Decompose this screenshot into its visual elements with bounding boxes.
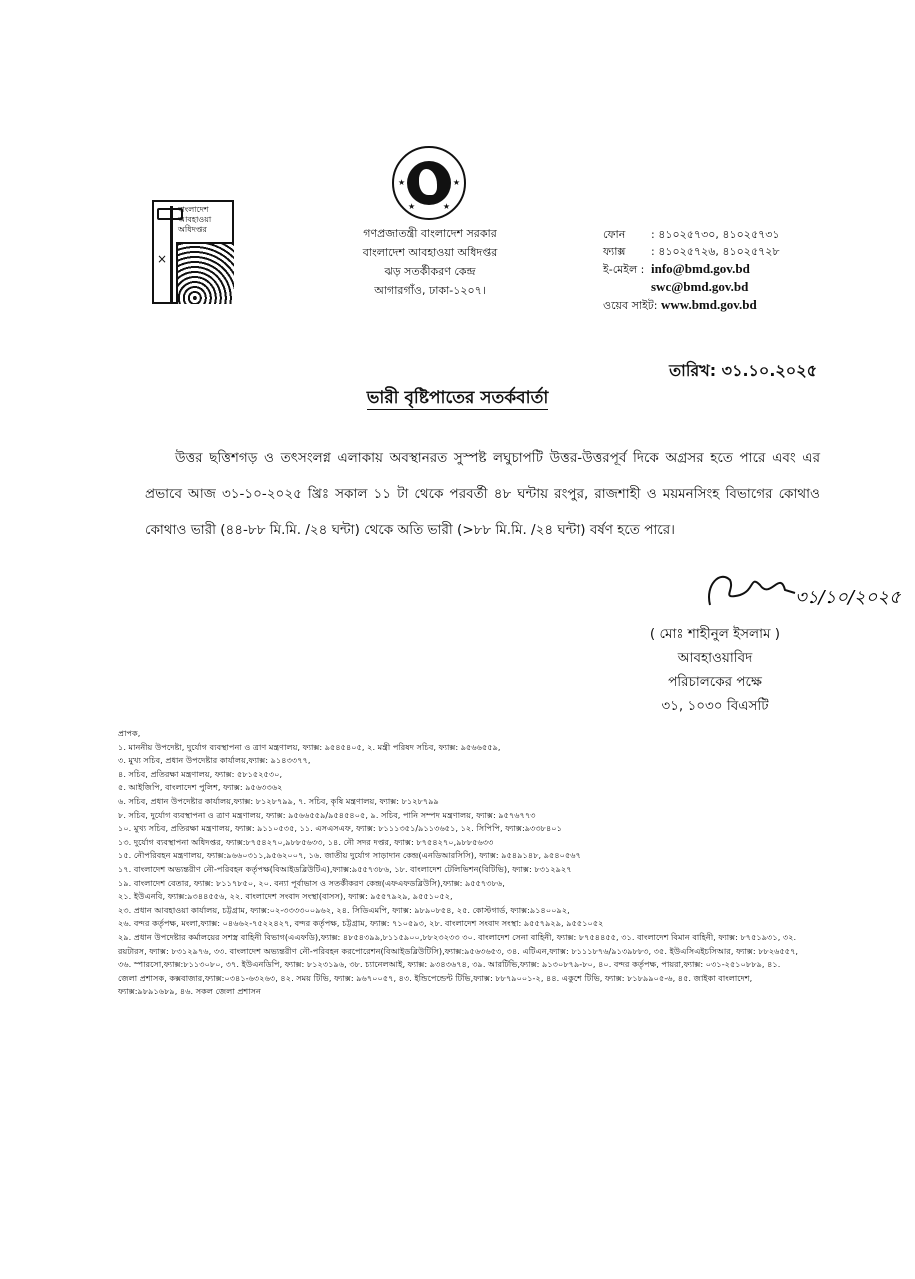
recipient-line: ২১. ইউএনবি, ফ্যাক্স:৯৩৪৪৫৫৬, ২২. বাংলাদেশ সংবাদ সংস্থা(বাসস), ফ্যাক্স: ৯৫৫৭৯২৯, ৯৫৫১০৫২, [118,891,453,902]
org-header [310,224,550,300]
government-seal [392,146,466,220]
handwritten-signature [700,565,901,615]
logo-pole [170,206,173,302]
recipient-line: ৫. আইজিপি, বাংলাদেশ পুলিশ, ফ্যাক্স: ৯৫৬৩৩৬২ [118,782,283,793]
star-icon: ★ [452,178,460,187]
website-row [603,296,780,314]
phone-value: : ৪১০২৫৭৩০, ৪১০২৫৭৩১ [651,228,780,241]
email-row [603,260,780,278]
logo-text-line: অধিদপ্তর [178,225,207,234]
recipient-line: ৮. সচিব, দুর্যোগ ব্যবস্থাপনা ও ত্রাণ মন্ত্রণালয়, ফ্যাক্স: ৯৫৬৬৫৫৯/৯৫৪৫৪০৫, ৯. সচিব, পানি সম্পদ মন্ত্রণালয়, ফ্যাক্স: ৯৫৭৬৭৭৩ [118,809,536,820]
logo-text-line: বাংলাদেশ [178,205,209,214]
email-label: ই-মেইল : [603,263,645,276]
fax-value: : ৪১০২৫৭২৬, ৪১০২৫৭২৮ [651,245,780,258]
org-line-government: গণপ্রজাতন্ত্রী বাংলাদেশ সরকার [363,227,497,240]
bangladesh-map-icon [176,242,234,304]
seal-inner [407,161,451,205]
cross-mark-icon: × [157,252,168,266]
recipient-line: ১৭. বাংলাদেশ অভ্যন্তরীণ নৌ-পরিবহন কর্তৃপক্ষ(বিআইডব্লিউটিএ),ফ্যাক্স:৯৫৫৭৩৮৬, ১৮. বাংলাদেশ টেলিভিশন(বিটিভি), ফ্যাক্স: ৮৩১২৯২৭ [118,863,572,874]
recipient-line: ২৩. প্রধান আবহাওয়া কার্যালয়, চট্টগ্রাম, ফ্যাক্স:০২-৩৩৩৩০০৯৬২, ২৪. সিডিএমপি, ফ্যাক্স: ৯৮৯০৮৫৪, ২৫. কোস্টগার্ড, ফ্যাক্স:৯১৪০০৯২, [118,904,570,915]
recipient-line: ২৯. প্রধান উপদেষ্টার কর্মালয়ের সশস্ত্র বাহিনী বিভাগ(এএফডি),ফ্যাক্স: ৪৮৫৪৩৯৯,৮১১৫৯০০,৮৮২৩২৩৩ ৩০. বাংলাদেশ সেনা বাহিনী, ফ্যাক্স: ৮৭৫৪৪৫৫, ৩১. বাংলাদেশ বিমান বাহিনী, ফ্যাক্স: ৮৭৫১৯৩১, ৩২. রয়টারস, ফ্যাক্স: ৮৩১২৯৭৬, ৩৩. বাংলাদেশ অভ্যন্তরীণ নৌ-পরিবহন করপোরেশন(বিআইডব্লিউটিসি),ফ্যাক্স:৯৫৬৩৬৫৩, ৩৪. এটিএন,ফ্যাক্স: ৮১১১৮৭৬/৯১৩৯৮৮৩, ৩৫. ইউএসিএইচসিআর, ফ্যাক্স: ৮৮২৬৫৫৭, ৩৬. স্পারসো,ফ্যাক্স:৮১১৩০৮০, ৩৭. ইউএনডিপি, ফ্যাক্স: ৮১২৩১৯৬, ৩৮. চ্যানেলআই, ফ্যাক্স: ৯৩৪৩৬৭৪, ৩৯. আরটিভি,ফ্যাক্স: ৯১৩০৮৭৯-৮০, ৪০. বন্দর কর্তৃপক্ষ, পায়রা,ফ্যাক্স: ০৩১-২৫১০৮৮৯, ৪১. জেলা প্রশাসক, কক্সবাজার,ফ্যাক্স:০৩৪১-৬৩২৬৩, ৪২. সময় টিভি, ফ্যাক্স: ৯৬৭০০৫৭, ৪৩. ইন্ডিপেন্ডেন্ট টিভি,ফ্যাক্স: ৮৮৭৯০০১-২, ৪৪. একুশে টিভি, ফ্যাক্স: ৮১৮৯৯০৫-৬, ৪৫. জাইকা বাংলাদেশ, ফ্যাক্স:৯৮৯১৬৮৯, ৪৬. সকল জেলা প্রশাসন [118,931,799,997]
warning-body: উত্তর ছত্তিশগড় ও তৎসংলগ্ন এলাকায় অবস্থানরত সুস্পষ্ট লঘুচাপটি উত্তর-উত্তরপূর্ব দিকে অগ্রসর হতে পারে এবং এর প্রভাবে আজ ৩১-১০-২০২৫ খ্রিঃ সকাল ১১ টা থেকে পরবর্তী ৪৮ ঘন্টায় রংপুর, রাজশাহী ও ময়মনসিংহ বিভাগের কোথাও কোথাও ভারী (৪৪-৮৮ মি.মি. /২৪ ঘন্টা) থেকে অতি ভারী (>৮৮ মি.মি. /২৪ ঘন্টা) বর্ষণ হতে পারে। [145,450,820,538]
signature-date: ৩১/১০/২০২৫ [795,587,901,608]
star-icon: ★ [408,202,416,211]
bangladesh-map-icon [419,169,437,195]
recipient-line: ১৫. নৌপরিবহন মন্ত্রণালয়, ফ্যাক্স:৯৬৬০৩১১,৯৫৬২০০৭, ১৬. জাতীয় দুর্যোগ সাড়াদান কেন্দ্র(এনডিআরসিসি), ফ্যাক্স: ৯৫৪৯১৪৮, ৯৫৪০৫৬৭ [118,850,581,861]
fax-row [603,243,780,260]
fax-label: ফ্যাক্স [603,245,626,258]
contact-block [603,226,780,314]
website-label: ওয়েব সাইট: [603,299,658,312]
issue-time: ৩১, ১০৩০ বিএসটি [661,698,769,714]
email-row-2 [603,278,780,296]
signatory-designation: আবহাওয়াবিদ [677,650,753,666]
org-line-department: বাংলাদেশ আবহাওয়া অধিদপ্তর [362,246,498,259]
email-link-info[interactable]: info@bmd.gov.bd [651,261,750,276]
phone-label: ফোন [603,228,626,241]
star-icon: ★ [442,202,450,211]
signatory-name: ( মোঃ শাহীনুল ইসলাম ) [649,626,781,642]
document-title-wrap [0,385,915,413]
recipients-list [118,727,800,999]
phone-row [603,226,780,243]
recipient-line: ৬. সচিব, প্রধান উপদেষ্টার কার্যালয়,ফ্যাক্স: ৮১২৮৭৯৯, ৭. সচিব, কৃষি মন্ত্রণালয়, ফ্যাক্স: ৮১২৮৭৯৯ [118,795,439,806]
document-date: তারিখ: ৩১.১০.২০২৫ [669,361,817,380]
website-link[interactable]: www.bmd.gov.bd [661,297,757,312]
org-line-center: ঝড় সতর্কীকরণ কেন্দ্র [384,265,476,278]
document-title: ভারী বৃষ্টিপাতের সতর্কবার্তা [366,388,549,408]
recipient-line: ১. মাননীয় উপদেষ্টা, দুর্যোগ ব্যবস্থাপনা ও ত্রাণ মন্ত্রণালয়, ফ্যাক্স: ৯৫৪৫৪০৫, ২. মন্ত্রী পরিষদ সচিব, ফ্যাক্স: ৯৫৬৬৫৫৯, [118,741,501,752]
recipient-line: ১৯. বাংলাদেশ বেতার, ফ্যাক্স: ৮১১৭৮৫০, ২০. বন্যা পূর্বাভাস ও সতর্কীকরণ কেন্দ্র(এফএফডব্লিউসি),ফ্যাক্স: ৯৫৫৭৩৮৬, [118,877,505,888]
recipient-line: ১৩. দুর্যোগ ব্যবস্থাপনা অধিদপ্তর, ফ্যাক্স:৮৭৫৪২৭০,৯৮৮৫৬৩৩, ১৪. নৌ সদর দপ্তর, ফ্যাক্স: ৮৭৫৪২৭০,৯৮৮৫৬৩৩ [118,836,494,847]
logo-text-line: আবহাওয়া [178,215,212,224]
star-icon: ★ [398,178,406,187]
recipients-heading: প্রাপক, [118,728,141,738]
bmd-logo [152,200,234,304]
signatory-block [600,622,830,718]
recipient-line: ২৬. বন্দর কর্তৃপক্ষ, মংলা,ফ্যাক্স: ০৪৬৬২-৭৫২২৪২৭, বন্দর কর্তৃপক্ষ, চট্টগ্রাম, ফ্যাক্স: ৭১০৫৯৩, ২৮. বাংলাদেশ সংবাদ সংস্থা: ৯৫৫৭৯২৯, ৯৫৫১০৫২ [118,918,604,929]
org-line-address: আগারগাঁও, ঢাকা-১২০৭। [374,284,486,297]
recipient-line: ৩. মুখ্য সচিব, প্রধান উপদেষ্টার কার্যালয়,ফ্যাক্স: ৯১৪৩৩৭৭, [118,755,311,766]
recipient-line: ১০. মুখ্য সচিব, প্রতিরক্ষা মন্ত্রণালয়, ফ্যাক্স: ৯১১০৫৩৫, ১১. এসএসএফ, ফ্যাক্স: ৮১১১৩৫১/৯১১৩৬৫১, ১২. সিপিপি, ফ্যাক্স:৯৩৩৮৪০১ [118,823,562,834]
signatory-on-behalf: পরিচালকের পক্ষে [668,674,762,690]
logo-text [178,205,211,235]
email-link-swc[interactable]: swc@bmd.gov.bd [651,279,749,294]
recipient-line: ৪. সচিব, প্রতিরক্ষা মন্ত্রণালয়, ফ্যাক্স: ৫৮১৫২৫৩০, [118,768,283,779]
